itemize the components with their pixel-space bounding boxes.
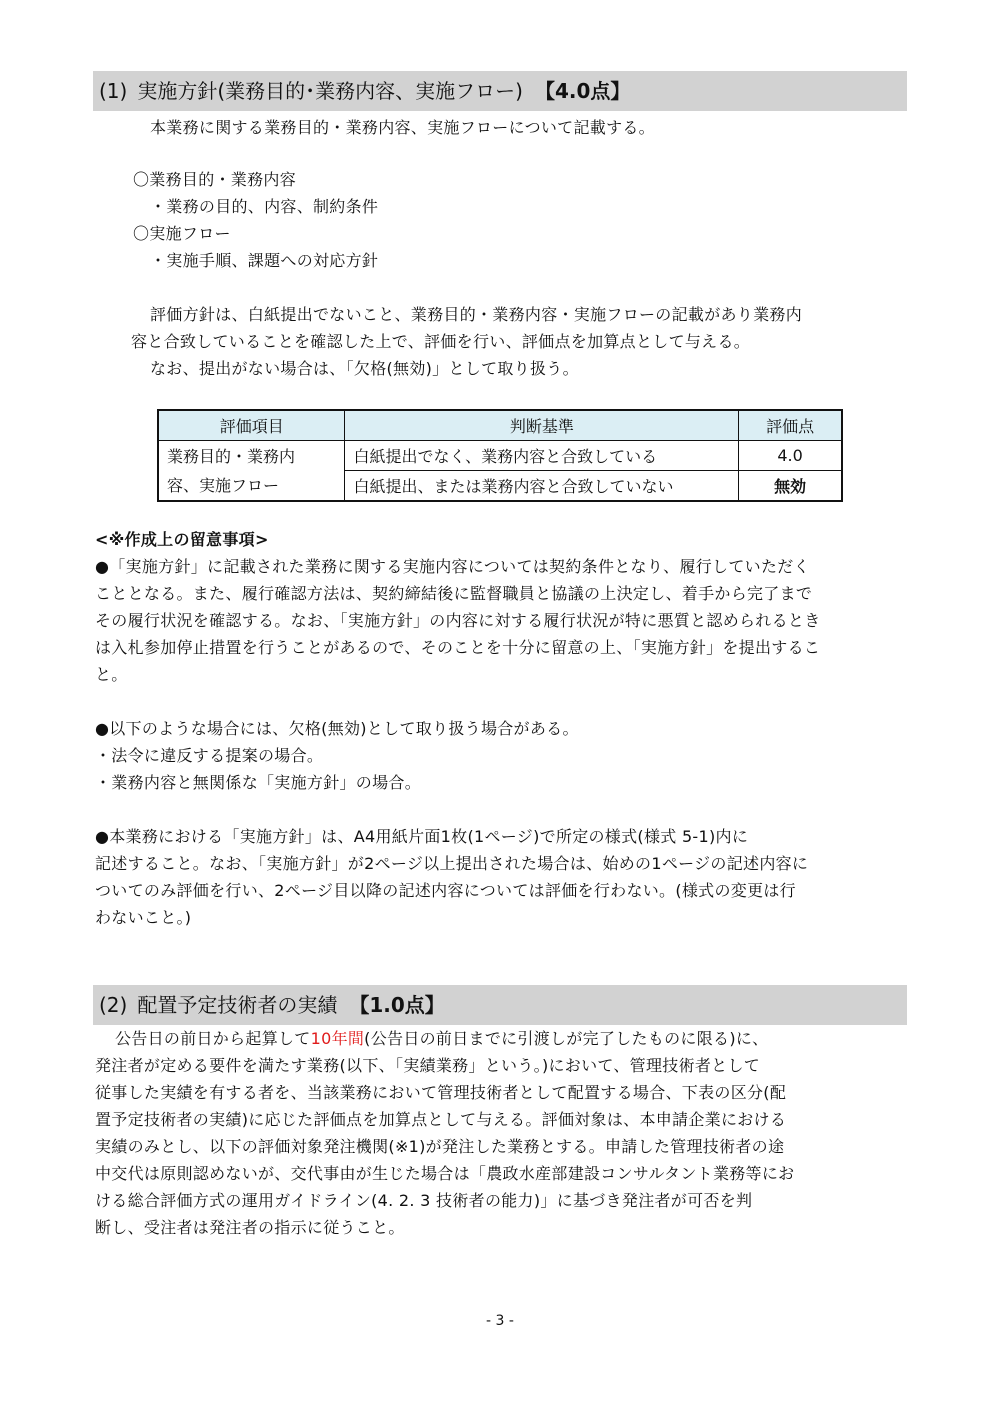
table-cell-item [158,441,345,502]
section-1-title: 実施方針(業務目的･業務内容、実施フロー) [137,79,523,103]
notes-p1-line-2: こととなる。また、履行確認方法は、契約締結後に監督職員と協議の上決定し、着手から完了まで [95,584,813,603]
section-2-line-1a: 公告日の前日から起算して [115,1029,311,1048]
table-cell-score: 無効 [739,471,842,502]
item-implementation-flow-sub: ・実施手順、課題への対応方針 [150,251,379,270]
item-business-purpose-sub: ・業務の目的、内容、制約条件 [150,197,379,216]
table-header-score: 評価点 [739,410,842,441]
table-header-criterion: 判断基準 [345,410,739,441]
section-2-title: 配置予定技術者の実績 [137,993,338,1017]
section-2-line-5: 実績のみとし、以下の評価対象発注機関(※1)が発注した業務とする。申請した管理技術者の途 [95,1137,785,1156]
table-cell-score: 4.0 [739,441,842,471]
evaluation-table [157,409,843,502]
highlight-ten-years: 10年間 [310,1029,365,1048]
section-1-intro: 本業務に関する業務目的・業務内容、実施フローについて記載する。 [150,118,655,137]
policy-line-3: なお、提出がない場合は、「欠格(無効)」として取り扱う。 [150,359,579,378]
notes-p2-line-3: ・業務内容と無関係な「実施方針」の場合。 [95,773,422,792]
table-cell-criterion: 白紙提出でなく、業務内容と合致している [345,441,739,471]
policy-line-1: 評価方針は、白紙提出でないこと、業務目的・業務内容・実施フローの記載があり業務内 [150,305,803,324]
table-header-item: 評価項目 [158,410,345,441]
section-1-points: 【4.0点】 [534,79,631,103]
item-implementation-flow: 〇実施フロー [133,224,231,243]
table-item-line-1: 業務目的・業務内 [167,446,296,466]
notes-p2-line-1: ●以下のような場合には、欠格(無効)として取り扱う場合がある。 [95,719,579,738]
notes-p3-line-2: 記述すること。なお、「実施方針」が2ページ以上提出された場合は、始めの1ページの記述内容に [95,854,809,873]
section-2-line-4: 置予定技術者の実績)に応じた評価点を加算点として与える。評価対象は、本申請企業における [95,1110,787,1129]
notes-p1-line-4: は入札参加停止措置を行うことがあるので、そのことを十分に留意の上、「実施方針」を提出するこ [95,638,821,657]
table-row [158,441,842,471]
section-2-line-2: 発注者が定める要件を満たす業務(以下、「実績業務」という。)において、管理技術者として [95,1056,761,1075]
section-2-line-1b: (公告日の前日までに引渡しが完了したものに限る)に、 [364,1029,769,1048]
page-number: - 3 - [486,1313,514,1329]
section-2-line-6: 中交代は原則認めないが、交代事由が生じた場合は「農政水産部建設コンサルタント業務等にお [95,1164,795,1183]
table-header-row [158,410,842,441]
section-2-heading [93,985,907,1025]
section-2-line-7: ける総合評価方式の運用ガイドライン(4. 2. 3 技術者の能力)」に基づき発注者が可否を判 [95,1191,753,1210]
notes-p1-line-3: その履行状況を確認する。なお、「実施方針」の内容に対する履行状況が特に悪質と認められるとき [95,611,821,630]
notes-p3-line-3: ついてのみ評価を行い、2ページ目以降の記述内容については評価を行わない。(様式の変更は行 [95,881,796,900]
section-1-heading [93,71,907,111]
notes-p2-line-2: ・法令に違反する提案の場合。 [95,746,324,765]
item-business-purpose: 〇業務目的・業務内容 [133,170,297,189]
section-2-number: (2) [99,993,128,1017]
notes-p3-line-1: ●本業務における「実施方針」は、A4用紙片面1枚(1ページ)で所定の様式(様式 5-1)内に [95,827,749,846]
policy-line-2: 容と合致していることを確認した上で、評価を行い、評価点を加算点として与える。 [131,332,751,351]
table-item-line-2: 容、実施フロー [167,475,280,495]
notes-p1-line-5: と。 [95,665,128,684]
table-cell-criterion: 白紙提出、または業務内容と合致していない [345,471,739,502]
notes-p3-line-4: わないこと。) [95,908,192,927]
notes-p1-line-1: ●「実施方針」に記載された業務に関する実施内容については契約条件となり、履行していただく [95,557,810,576]
section-1-number: (1) [99,79,128,103]
section-2-line-3: 従事した実績を有する者を、当該業務において管理技術者として配置する場合、下表の区分(配 [95,1083,787,1102]
section-2-points: 【1.0点】 [349,993,445,1017]
section-2-line-1 [115,1029,768,1049]
notes-heading: <※作成上の留意事項> [95,530,269,549]
section-2-line-8: 断し、受注者は発注者の指示に従うこと。 [95,1218,405,1237]
